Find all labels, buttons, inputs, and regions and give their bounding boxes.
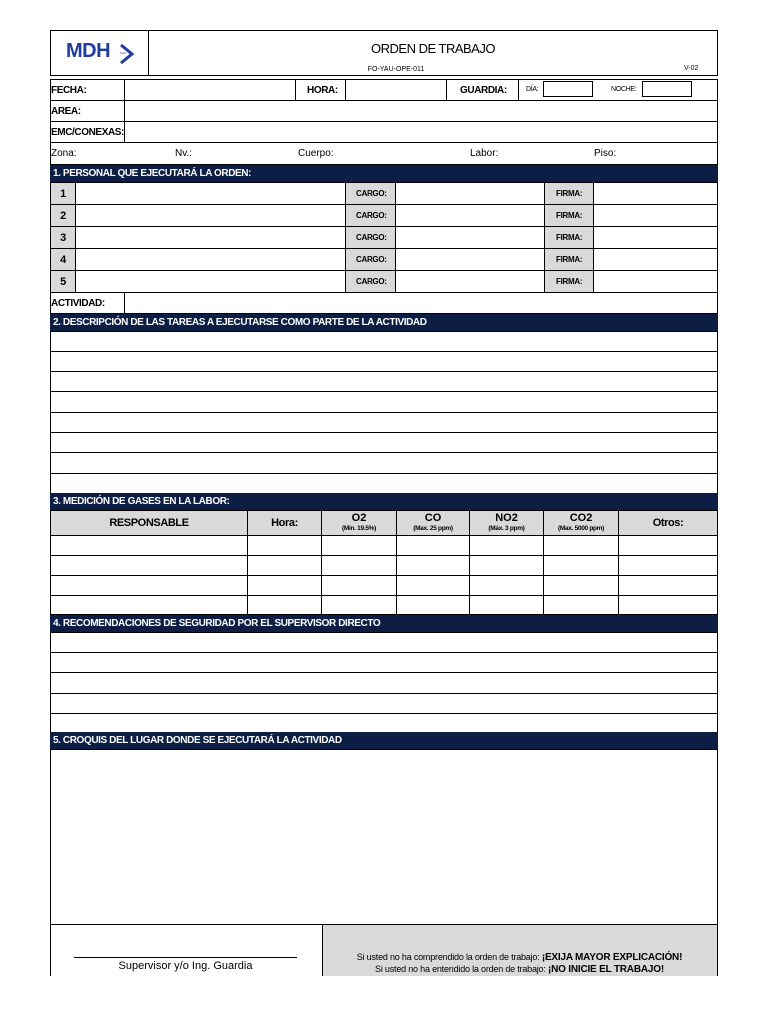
row-line bbox=[50, 452, 718, 453]
personnel-number: 2 bbox=[60, 209, 66, 222]
row-line bbox=[50, 713, 718, 714]
section3-header: 3. MEDICIÓN DE GASES EN LA LABOR: bbox=[50, 493, 718, 510]
signature-label: Supervisor y/o Ing. Guardia bbox=[118, 960, 253, 972]
logo-small-text: SAC bbox=[120, 51, 127, 55]
o2-limit: (Min. 19.5%) bbox=[342, 525, 376, 532]
no2-limit: (Máx. 3 ppm) bbox=[488, 525, 525, 532]
otros-header: Otros: bbox=[652, 517, 684, 529]
nv-label: Nv.: bbox=[175, 148, 193, 159]
row-line bbox=[50, 432, 718, 433]
guardia-label: GUARDIA: bbox=[460, 84, 507, 96]
warning-emphasis-2: ¡NO INICIE EL TRABAJO! bbox=[547, 964, 664, 975]
o2-label: O2 bbox=[351, 512, 367, 524]
section5-header: 5. CROQUIS DEL LUGAR DONDE SE EJECUTARÁ LA ACTIVIDAD bbox=[50, 732, 718, 749]
actividad-label: ACTIVIDAD: bbox=[51, 297, 105, 309]
co2-label: CO2 bbox=[569, 512, 593, 524]
hora-field[interactable] bbox=[346, 80, 446, 100]
signature-line bbox=[74, 957, 297, 958]
col-line bbox=[446, 79, 447, 100]
document-title: ORDEN DE TRABAJO bbox=[371, 40, 495, 56]
section2-header: 2. DESCRIPCIÓN DE LAS TAREAS A EJECUTARSE COMO PARTE DE LA ACTIVIDAD bbox=[50, 314, 718, 331]
responsable-header: RESPONSABLE bbox=[109, 517, 189, 529]
personnel-number: 3 bbox=[60, 231, 66, 244]
firma-label: FIRMA: bbox=[556, 211, 583, 220]
row-line bbox=[50, 693, 718, 694]
document-code: FO-YAU-OPE-011 bbox=[367, 65, 425, 73]
cargo-label: CARGO: bbox=[356, 277, 387, 286]
no2-label: NO2 bbox=[495, 512, 518, 524]
warning-text-2: Si usted no ha entendido la orden de trabajo: bbox=[375, 964, 548, 974]
col-line bbox=[75, 182, 76, 292]
warning-line-1 bbox=[322, 952, 717, 963]
fecha-field[interactable] bbox=[125, 80, 295, 100]
hora-header: Hora: bbox=[271, 517, 298, 529]
col-line bbox=[295, 79, 296, 100]
row-line bbox=[50, 672, 718, 673]
co-limit: (Max. 25 ppm) bbox=[413, 525, 453, 532]
row-line bbox=[50, 351, 718, 352]
row-line bbox=[50, 412, 718, 413]
section4-header: 4. RECOMENDACIONES DE SEGURIDAD POR EL SUPERVISOR DIRECTO bbox=[50, 615, 718, 632]
row-line bbox=[50, 391, 718, 392]
section1-header: 1. PERSONAL QUE EJECUTARÁ LA ORDEN: bbox=[50, 165, 718, 182]
co-label: CO bbox=[424, 512, 442, 524]
firma-label: FIRMA: bbox=[556, 255, 583, 264]
row-line bbox=[50, 652, 718, 653]
personnel-number: 4 bbox=[60, 253, 66, 266]
firma-label: FIRMA: bbox=[556, 189, 583, 198]
noche-label: NOCHE: bbox=[611, 85, 637, 93]
warning-emphasis-1: ¡EXIJA MAYOR EXPLICACIÓN! bbox=[541, 952, 683, 963]
dia-label: DÍA: bbox=[526, 85, 539, 93]
zona-label: Zona: bbox=[51, 148, 77, 159]
warning-line-2 bbox=[322, 964, 717, 975]
emc-label: EMC/CONEXAS: bbox=[51, 126, 124, 138]
personnel-number: 5 bbox=[60, 275, 66, 288]
labor-label: Labor: bbox=[470, 148, 499, 159]
cargo-label: CARGO: bbox=[356, 255, 387, 264]
co2-limit: (Max. 5000 ppm) bbox=[557, 525, 605, 532]
cargo-label: CARGO: bbox=[356, 189, 387, 198]
warning-text-1: Si usted no ha comprendido la orden de trabajo: bbox=[356, 952, 542, 962]
row-line bbox=[50, 371, 718, 372]
fecha-label: FECHA: bbox=[51, 84, 87, 96]
logo-text: MDH bbox=[66, 40, 111, 62]
document-version: V-02 bbox=[684, 65, 699, 72]
o2-header bbox=[322, 511, 396, 535]
col-line bbox=[518, 79, 519, 100]
col-line bbox=[544, 182, 545, 292]
actividad-field[interactable] bbox=[125, 293, 717, 313]
personnel-number: 1 bbox=[60, 187, 66, 200]
co-header bbox=[397, 511, 469, 535]
noche-checkbox[interactable] bbox=[642, 81, 692, 97]
firma-label: FIRMA: bbox=[556, 277, 583, 286]
dia-checkbox[interactable] bbox=[543, 81, 593, 97]
area-label: AREA: bbox=[51, 105, 81, 117]
no2-header bbox=[470, 511, 543, 535]
col-line bbox=[593, 182, 594, 292]
col-line bbox=[345, 182, 346, 292]
co2-header bbox=[544, 511, 618, 535]
hora-label: HORA: bbox=[307, 84, 338, 96]
firma-label: FIRMA: bbox=[556, 233, 583, 242]
emc-field[interactable] bbox=[125, 122, 717, 142]
row-line bbox=[50, 142, 718, 143]
cargo-label: CARGO: bbox=[356, 233, 387, 242]
piso-label: Piso: bbox=[594, 148, 617, 159]
col-line bbox=[395, 182, 396, 292]
area-field[interactable] bbox=[125, 101, 717, 121]
sketch-area[interactable] bbox=[50, 749, 718, 925]
cargo-label: CARGO: bbox=[356, 211, 387, 220]
safety-recommendations-area[interactable] bbox=[50, 632, 718, 733]
company-logo bbox=[66, 40, 146, 70]
cuerpo-label: Cuerpo: bbox=[298, 148, 334, 159]
row-line bbox=[50, 473, 718, 474]
